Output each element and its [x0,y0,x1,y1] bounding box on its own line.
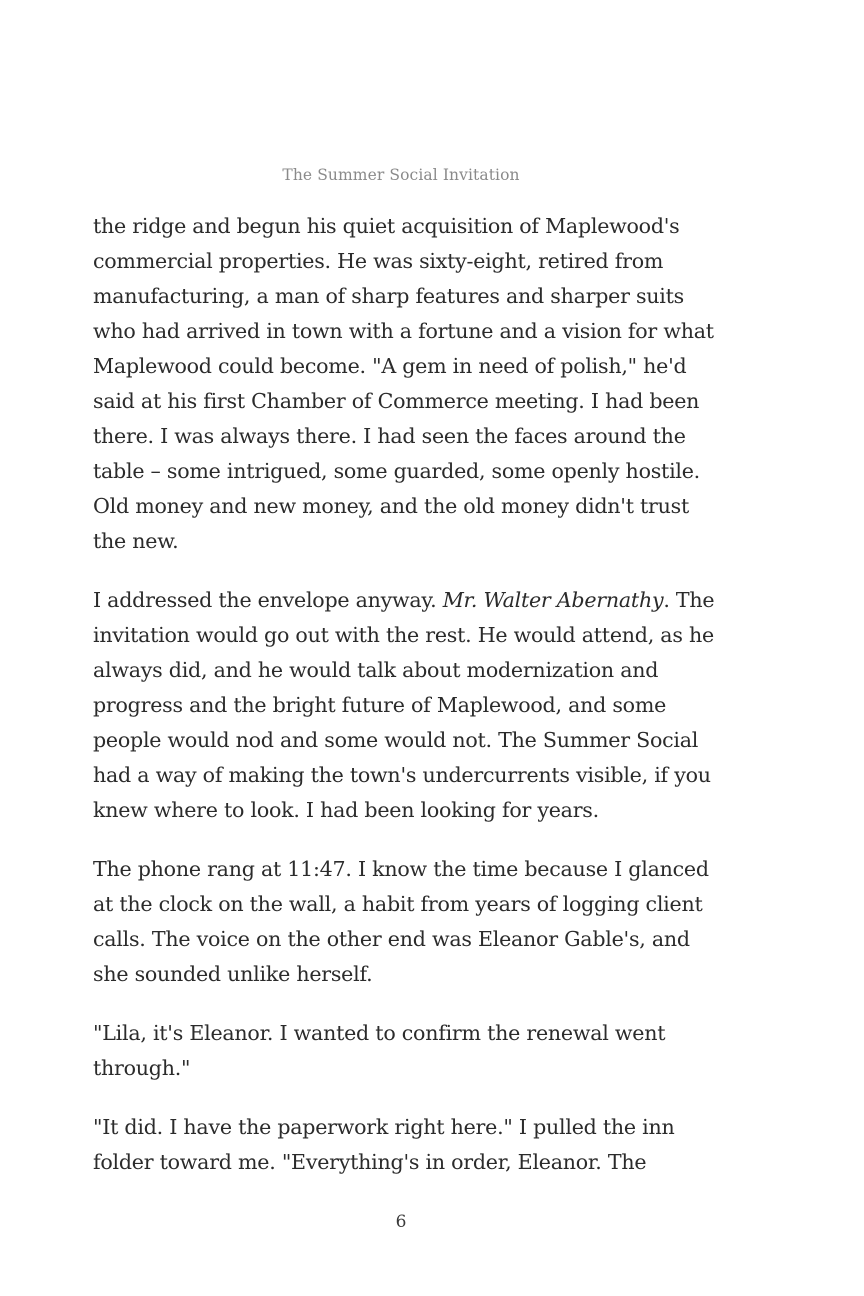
running-header: The Summer Social Invitation [282,166,520,184]
text-line: Old money and new money, and the old money didn't trust [93,494,690,518]
text-line: the ridge and begun his quiet acquisition of Maplewood's [93,214,680,238]
text-line: commercial properties. He was sixty-eight, retired from [93,249,664,273]
text-line: said at his first Chamber of Commerce meeting. I had been [93,389,700,413]
paragraph-2 [93,583,733,828]
body-text [93,209,733,1204]
text-line: Maplewood could become. "A gem in need of polish," he'd [93,354,687,378]
text-line: progress and the bright future of Maplewood, and some [93,693,667,717]
text-line: "It did. I have the paperwork right here." I pulled the inn [93,1115,675,1139]
paragraph-3 [93,852,733,992]
text-line: knew where to look. I had been looking for years. [93,798,599,822]
text-line: there. I was always there. I had seen the faces around the [93,424,686,448]
italic-name: Mr. Walter Abernathy [442,588,664,612]
text-line: folder toward me. "Everything's in order, Eleanor. The [93,1150,647,1174]
text-line: The phone rang at 11:47. I know the time because I glanced [93,857,709,881]
text-line: through." [93,1056,191,1080]
text-run: . The [663,588,715,612]
text-line: at the clock on the wall, a habit from years of logging client [93,892,703,916]
text-line: table – some intrigued, some guarded, some openly hostile. [93,459,700,483]
page-number: 6 [395,1212,407,1232]
paragraph-5 [93,1110,733,1180]
paragraph-4 [93,1016,733,1086]
text-line: calls. The voice on the other end was Eleanor Gable's, and [93,927,690,951]
text-line: who had arrived in town with a fortune and a vision for what [93,319,714,343]
text-line: she sounded unlike herself. [93,962,373,986]
text-line [93,583,733,618]
text-line: the new. [93,529,179,553]
text-run: I addressed the envelope anyway. [93,588,443,612]
text-line: people would nod and some would not. The Summer Social [93,728,699,752]
text-line: invitation would go out with the rest. He would attend, as he [93,623,714,647]
text-line: "Lila, it's Eleanor. I wanted to confirm the renewal went [93,1021,666,1045]
text-line: manufacturing, a man of sharp features and sharper suits [93,284,684,308]
paragraph-1 [93,209,733,559]
text-line: had a way of making the town's undercurrents visible, if you [93,763,711,787]
text-line: always did, and he would talk about modernization and [93,658,659,682]
